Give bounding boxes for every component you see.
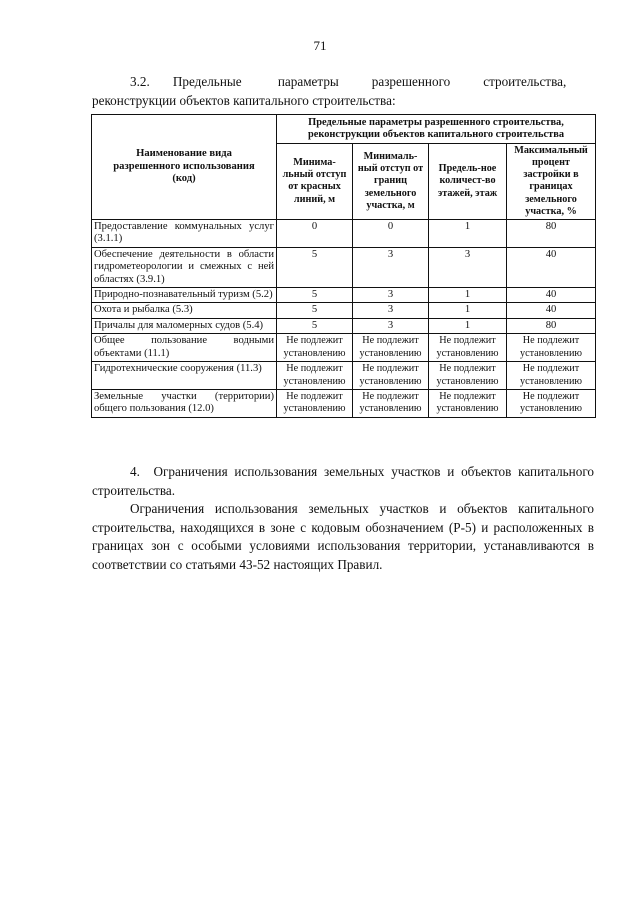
section-heading [92,73,594,110]
section-4 [92,463,594,574]
table-row [92,247,596,287]
cell-max-floors: 1 [429,318,507,333]
row-name: Причалы для маломерных судов (5.4) [92,318,277,333]
table-row [92,318,596,333]
table-row [92,362,596,390]
cell-max-floors: 1 [429,220,507,248]
row-name: Общее пользование водными объектами (11.1) [92,334,277,362]
cell-min-red-lines: 5 [277,303,353,318]
cell-not-subject: Не подлежит установлению [507,389,596,417]
table-header-row-group [92,115,596,144]
section-4-heading: 4. Ограничения использования земельных участков и объектов капитального строительства. [92,464,594,498]
cell-not-subject: Не подлежит установлению [429,389,507,417]
table-row [92,334,596,362]
page-number: 71 [313,38,327,53]
cell-not-subject: Не подлежит установлению [429,362,507,390]
cell-max-coverage: 40 [507,303,596,318]
group-header: Предельные параметры разрешенного строительства, реконструкции объектов капитального строительства [277,115,596,144]
cell-not-subject: Не подлежит установлению [507,334,596,362]
table-row [92,303,596,318]
cell-max-floors: 3 [429,247,507,287]
cell-min-land-borders: 3 [353,318,429,333]
cell-min-land-borders: 3 [353,288,429,303]
cell-min-red-lines: 5 [277,288,353,303]
column-header-name: Наименование вида разрешенного использования (код) [92,115,277,220]
cell-max-coverage: 80 [507,220,596,248]
cell-min-red-lines: 5 [277,318,353,333]
table-row [92,288,596,303]
cell-min-land-borders: 3 [353,247,429,287]
cell-min-land-borders: 3 [353,303,429,318]
column-header-max-coverage: Максимальный процент застройки в границах земельного участка, % [507,143,596,219]
row-name: Земельные участки (территории) общего пользования (12.0) [92,389,277,417]
column-header-max-floors: Предель-ное количест-во этажей, этаж [429,143,507,219]
cell-max-floors: 1 [429,303,507,318]
cell-min-red-lines: 0 [277,220,353,248]
cell-not-subject: Не подлежит установлению [277,389,353,417]
column-header-min-land-borders: Минималь-ный отступ от границ земельного участка, м [353,143,429,219]
cell-not-subject: Не подлежит установлению [429,334,507,362]
cell-max-coverage: 40 [507,288,596,303]
cell-not-subject: Не подлежит установлению [277,362,353,390]
section-heading-line-2: реконструкции объектов капитального строительства: [92,92,396,108]
cell-not-subject: Не подлежит установлению [353,334,429,362]
table-row [92,389,596,417]
column-header-min-red-lines: Минима-льный отступ от красных линий, м [277,143,353,219]
parameters-table [91,114,596,418]
row-name: Гидротехнические сооружения (11.3) [92,362,277,390]
cell-not-subject: Не подлежит установлению [353,389,429,417]
row-name: Природно-познавательный туризм (5.2) [92,288,277,303]
cell-max-coverage: 40 [507,247,596,287]
section-heading-line-1: 3.2. Предельные параметры разрешенного строительства, [130,74,567,89]
cell-max-floors: 1 [429,288,507,303]
cell-not-subject: Не подлежит установлению [277,334,353,362]
row-name: Предоставление коммунальных услуг (3.1.1) [92,220,277,248]
cell-not-subject: Не подлежит установлению [507,362,596,390]
cell-min-land-borders: 0 [353,220,429,248]
row-name: Обеспечение деятельности в области гидрометеорологии и смежных с ней областях (3.9.1) [92,247,277,287]
cell-min-red-lines: 5 [277,247,353,287]
cell-max-coverage: 80 [507,318,596,333]
table-row [92,220,596,248]
row-name: Охота и рыбалка (5.3) [92,303,277,318]
cell-not-subject: Не подлежит установлению [353,362,429,390]
section-4-body: Ограничения использования земельных участков и объектов капитального строительства, находящихся в зоне с кодовым обозначением (Р-5) и расположенных в границах зон с особыми условиями использования территории, устанавливаются в соответствии со статьями 43-52 настоящих Правил. [92,501,594,572]
